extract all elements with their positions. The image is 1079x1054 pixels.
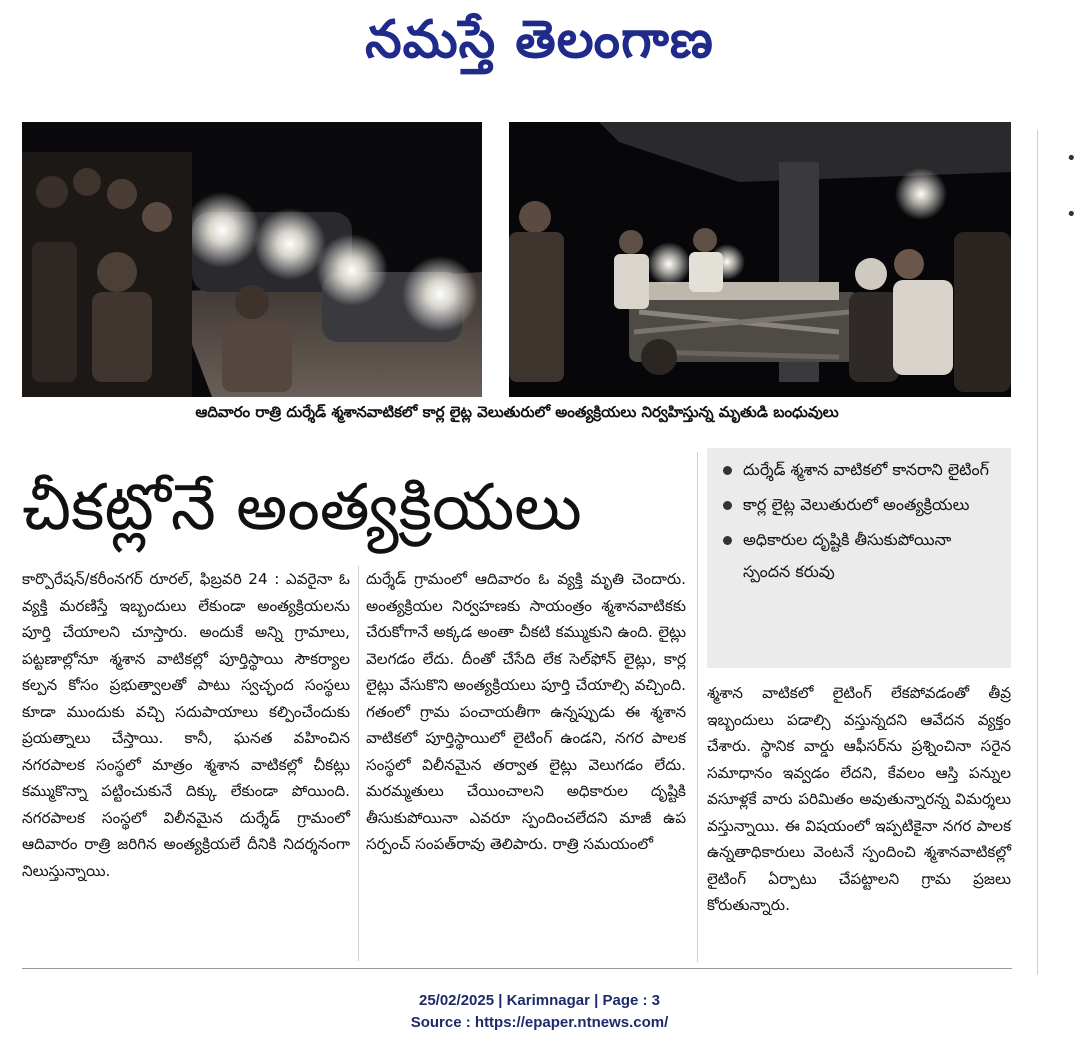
edge-dot-mark: • <box>1066 204 1077 225</box>
photo-cars-headlights <box>22 122 482 397</box>
column-divider <box>358 566 359 961</box>
highlight-text: కార్ల లైట్ల వెలుతురులో అంత్యక్రియలు <box>743 495 970 514</box>
highlight-text: అధికారుల దృష్టికి తీసుకుపోయినా స్పందన కరువు <box>743 530 952 581</box>
footer-edition-info: 25/02/2025 | Karimnagar | Page : 3 <box>418 992 661 1009</box>
highlight-item <box>715 454 1003 486</box>
bullet-icon <box>723 466 732 475</box>
bullet-icon <box>723 501 732 510</box>
photo-caption: ఆదివారం రాత్రి దుర్శేడ్ శ్మశానవాటికలో కార్ల లైట్ల వెలుతురులో అంత్యక్రియలు నిర్వహిస్తున్న మృతుడి బంధువులు <box>195 403 839 421</box>
photo-funeral-pyre <box>509 122 1011 397</box>
page-edge-rule <box>1037 130 1038 975</box>
article-column-3 <box>707 680 1011 919</box>
column-divider <box>697 452 698 962</box>
article-column-1 <box>22 566 350 884</box>
highlight-item <box>715 524 1003 588</box>
article-paragraph: దుర్శేడ్ గ్రామంలో ఆదివారం ఓ వ్యక్తి మృతి చెందారు. అంత్యక్రియల నిర్వహణకు సాయంత్రం శ్మశానవాటికకు చేరుకోగానే అక్కడ అంతా చీకటి కమ్ముకుని ఉంది. లైట్లు వెలగడం లేదు. దీంతో చేసేది లేక సెల్‌ఫోన్ లైట్లు, కార్ల లైట్లు వేసుకొని అంత్యక్రియలు పూర్తి చేయాల్సి వచ్చింది. గతంలో గ్రామ పంచాయతీగా ఉన్నప్పుడు ఈ శ్మశాన వాటికలో పూర్తిస్థాయిలో లైటింగ్ ఉండని, నగర పాలక సంస్థలో విలీనమైన తర్వాత లైట్లు వెలుగడం లేదు. మరమ్మతులు చేయించాలని అధికారుల దృష్టికి తీసుకుపోయినా ఎవరూ స్పందించలేదని మాజీ ఉప సర్పంచ్ సంపత్‌రావు తెలిపారు. రాత్రి సమయంలో <box>366 570 686 853</box>
masthead-logo: నమస్తే తెలంగాణ <box>365 9 714 70</box>
article-column-2 <box>366 566 686 858</box>
edge-dot-mark: • <box>1066 148 1077 169</box>
highlight-item <box>715 489 1003 521</box>
bullet-icon <box>723 536 732 545</box>
article-paragraph: కార్పొరేషన్/కరీంనగర్ రూరల్, ఫిబ్రవరి 24 : ఎవరైనా ఓ వ్యక్తి మరణిస్తే ఇబ్బందులు లేకుండా అంత్యక్రియలను పూర్తి చేయాలని చూస్తారు. అందుకే అన్ని గ్రామాలు, పట్టణాల్లోనూ శ్మశాన వాటికల్లో పూర్తిస్థాయి సౌకర్యాల కల్పన కోసం ప్రభుత్వాలతో పాటు స్వచ్ఛంద సంస్థలు కూడా ముందుకు వచ్చి సదుపాయాలు కల్పించేందుకు ప్రయత్నాలు చేస్తాయి. కానీ, ఘనత వహించిన నగరపాలక సంస్థలో మాత్రం శ్మశాన వాటికల్లో చీకట్లు కమ్ముకొన్నా పట్టించుకునే దిక్కు లేకుండా పోయింది. నగరపాలక సంస్థలో విలీనమైన దుర్శేడ్ గ్రామంలో ఆదివారం రాత్రి జరిగిన అంత్యక్రియలే దీనికి నిదర్శనంగా నిలుస్తున్నాయి. <box>22 570 350 880</box>
highlight-text: దుర్శేడ్ శ్మశాన వాటికలో కానరాని లైటింగ్ <box>743 460 989 479</box>
footer-source-link[interactable]: Source : https://epaper.ntnews.com/ <box>410 1014 669 1031</box>
article-bottom-rule <box>22 968 1012 969</box>
article-paragraph: శ్మశాన వాటికలో లైటింగ్ లేకపోవడంతో తీవ్ర ఇబ్బందులు పడాల్సి వస్తున్నదని ఆవేదన వ్యక్తం చేశారు. స్థానిక వార్డు ఆఫీసర్‌ను ప్రశ్నించినా సరైన సమాధానం ఇవ్వడం లేదని, కేవలం ఆస్తి పన్నుల వసూళ్లకే వారు పరిమితం అవుతున్నారన్న విమర్శలు వస్తున్నాయి. ఈ విషయంలో ఇప్పటికైనా నగర పాలక ఉన్నతాధికారులు వెంటనే స్పందించి శ్మశానవాటికల్లో లైటింగ్ ఏర్పాటు చేపట్టాలని గ్రామ ప్రజలు కోరుతున్నారు. <box>707 684 1011 914</box>
article-headline: చీకట్లోనే అంత్యక్రియలు <box>22 471 582 545</box>
highlights-box <box>707 448 1011 668</box>
